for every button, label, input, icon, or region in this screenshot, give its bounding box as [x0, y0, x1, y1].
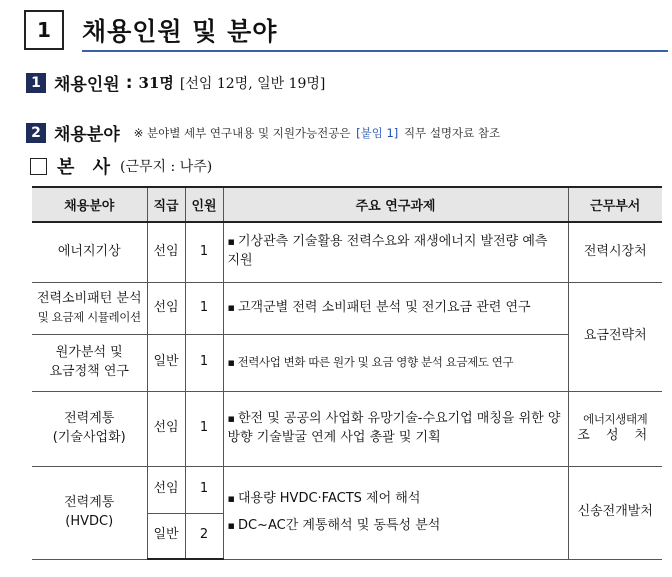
field-note: [134, 125, 500, 141]
header-task: 주요 연구과제: [223, 187, 568, 222]
field-line-2: 및 요금제 시뮬레이션: [37, 310, 141, 325]
task-text: ▪ 전력사업 변화 따른 원가 및 요금 영향 분석 요금제도 연구: [228, 354, 562, 371]
table-header-row: [32, 187, 662, 222]
section-number: 1: [24, 10, 64, 50]
header-grade: 직급: [147, 187, 185, 222]
headcount-badge: 1: [26, 73, 46, 93]
field-line-1: 전력계통: [64, 494, 115, 510]
cell-count: 2: [185, 513, 223, 559]
table-row: [32, 222, 662, 282]
header-count: 인원: [185, 187, 223, 222]
field-line-1: 전력소비패턴 분석: [36, 291, 142, 307]
table-row: [32, 466, 662, 513]
task-text-2: ▪ DC~AC간 계통해석 및 동특성 분석: [228, 517, 562, 536]
section-title: 채용인원 및 분야: [82, 17, 278, 46]
headcount-label: 채용인원: [54, 75, 120, 95]
cell-grade: 선임: [147, 391, 185, 466]
field-line-1: 전력계통: [64, 410, 115, 426]
cell-field: [32, 466, 147, 559]
section-header: [24, 10, 668, 52]
table-row: [32, 282, 662, 334]
cell-grade: 일반: [147, 513, 185, 559]
header-field: 채용분야: [32, 187, 147, 222]
cell-count: 1: [185, 282, 223, 334]
field-line-2: (HVDC): [65, 513, 114, 529]
cell-field: [32, 282, 147, 334]
cell-task: [223, 391, 568, 466]
task-text: ▪ 한전 및 공공의 사업화 유망기술-수요기업 매칭을 위한 양방향 기술발굴 연계 사업 총괄 및 기획: [228, 410, 562, 448]
field-line-2: (기술사업화): [52, 429, 126, 445]
cell-count: 1: [185, 391, 223, 466]
recruitment-table: [32, 186, 662, 560]
cell-task: [223, 334, 568, 391]
task-text-1: ▪ 대용량 HVDC·FACTS 제어 해석: [228, 490, 562, 509]
section-underline: [82, 50, 668, 52]
cell-dept: 전력시장처: [568, 222, 662, 282]
attachment-link[interactable]: [붙임 1]: [356, 125, 399, 140]
cell-task: [223, 466, 568, 559]
field-line-2: 요금정책 연구: [49, 363, 129, 379]
headcount-total: 31명: [138, 74, 174, 92]
table-row: [32, 334, 662, 391]
cell-field: [32, 334, 147, 391]
cell-grade: 선임: [147, 222, 185, 282]
cell-count: 1: [185, 222, 223, 282]
cell-task: [223, 282, 568, 334]
cell-dept: 요금전략처: [568, 282, 662, 391]
field-line: [26, 120, 500, 145]
field-note-suffix: 직무 설명자료 참조: [403, 125, 501, 140]
cell-grade: 선임: [147, 282, 185, 334]
field-badge: 2: [26, 123, 46, 143]
task-text: ▪ 기상관측 기술활용 전력수요와 재생에너지 발전량 예측 지원: [228, 233, 562, 271]
cell-dept: [568, 391, 662, 466]
headcount-detail: [선임 12명, 일반 19명]: [179, 75, 326, 92]
cell-dept: 신송전개발처: [568, 466, 662, 559]
headquarters-location: (근무지 : 나주): [120, 159, 213, 175]
table-row: [32, 391, 662, 466]
cell-count: 1: [185, 466, 223, 513]
field-note-prefix: ※ 분야별 세부 연구내용 및 지원가능전공은: [133, 125, 351, 140]
cell-count: 1: [185, 334, 223, 391]
dept-line-1: 에너지생태계: [583, 411, 648, 426]
cell-task: [223, 222, 568, 282]
task-text: ▪ 고객군별 전력 소비패턴 분석 및 전기요금 관련 연구: [228, 299, 562, 318]
headquarters-label: 본 사: [57, 157, 117, 178]
header-dept: 근무부서: [568, 187, 662, 222]
cell-grade: 일반: [147, 334, 185, 391]
cell-grade: 선임: [147, 466, 185, 513]
dept-line-2: 조 성 처: [577, 428, 654, 444]
headquarters-checkbox[interactable]: [30, 158, 47, 175]
headcount-line: [26, 70, 325, 95]
headquarters-line: [30, 153, 212, 179]
headcount-colon: :: [125, 72, 133, 93]
field-label: 채용분야: [54, 125, 120, 145]
cell-field: [32, 391, 147, 466]
field-line-1: 원가분석 및: [55, 344, 123, 360]
cell-field: 에너지기상: [32, 222, 147, 282]
